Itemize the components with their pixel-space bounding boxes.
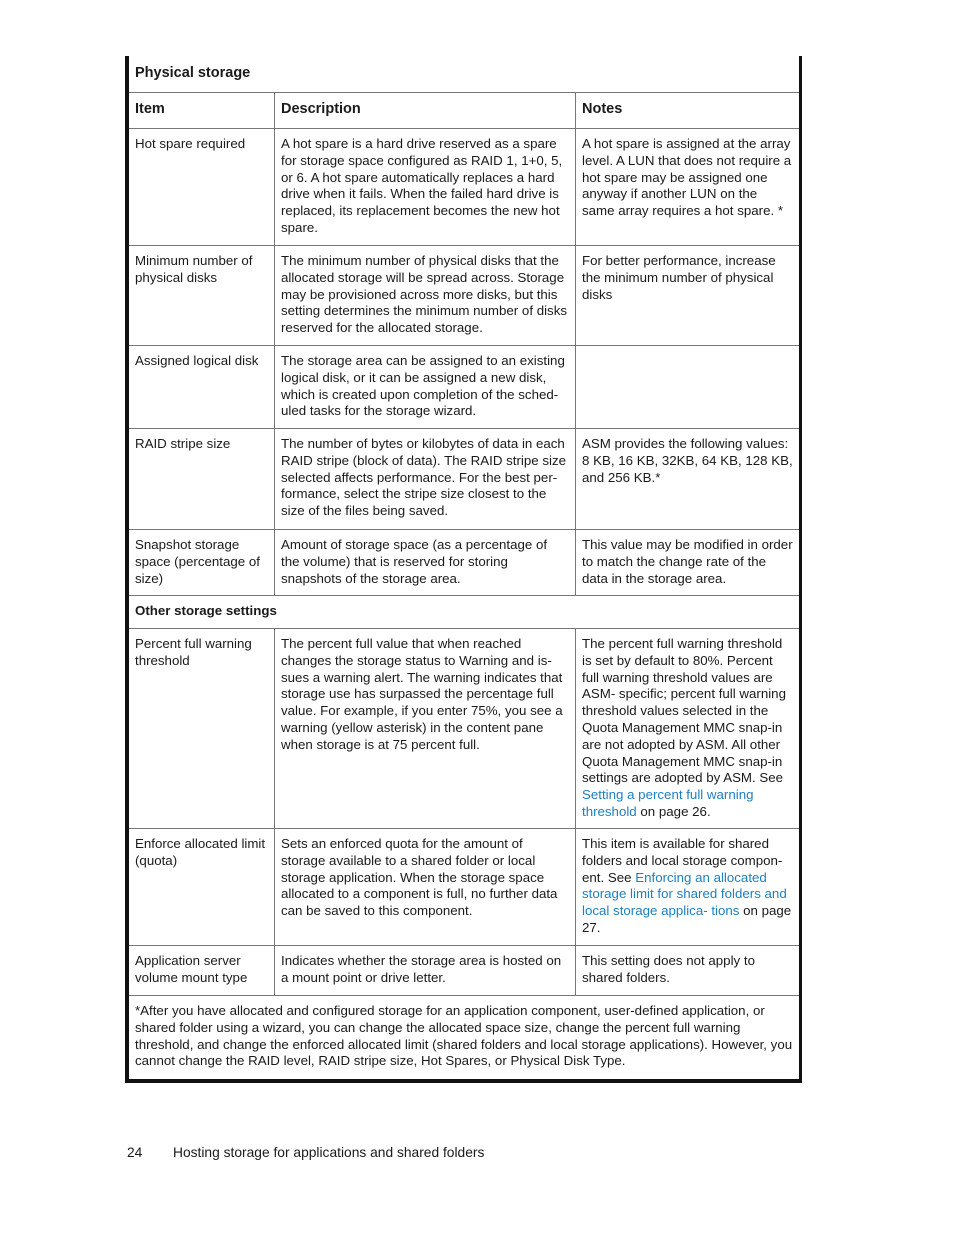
physical-storage-table <box>125 56 802 1083</box>
row-description: The percent full value that when reached changes the storage status to Warning and is- sues a warning alert. The warning indicates that storage use has surpassed the percentage full value. For example, if you enter 75%, you see a warning (yellow asterisk) in the content pane when storage is at 75 percent full. <box>275 629 576 828</box>
table-title: Physical storage <box>135 65 251 81</box>
row-notes: ASM provides the following values: 8 KB, 16 KB, 32KB, 64 KB, 128 KB, and 256 KB.* <box>582 436 793 485</box>
table-row <box>129 628 799 828</box>
row-description: The storage area can be assigned to an existing logical disk, or it can be assigned a new disk, which is created upon completion of the sched- uled tasks for the storage wizard. <box>275 346 576 428</box>
page-footer <box>127 1145 484 1160</box>
row-notes: A hot spare is assigned at the array level. A LUN that does not require a hot spare may be assigned one anyway if another LUN on the same array requires a hot spare. * <box>582 136 792 219</box>
notes-text: This setting does not apply to shared folders. <box>582 953 755 985</box>
footnote-row <box>129 995 799 1079</box>
row-description: The minimum number of physical disks that the allocated storage will be spread across. Storage may be provisioned across more disks, but this setting determines the minimum number of disks reserved for the allocated storage. <box>275 246 576 345</box>
row-notes <box>576 346 799 428</box>
row-description: Indicates whether the storage area is hosted on a mount point or drive letter. <box>275 946 576 995</box>
table-row <box>129 945 799 995</box>
enforcing-storage-limit-link[interactable]: Enforcing an allocated storage limit for shared folders and local storage applica- tions <box>582 869 787 919</box>
header-description: Description <box>275 93 576 128</box>
row-notes: This value may be modified in order to match the change rate of the data in the storage area. <box>582 537 793 586</box>
table-row <box>129 345 799 428</box>
row-item: Assigned logical disk <box>129 346 275 428</box>
table-title-row <box>129 56 799 92</box>
header-item: Item <box>129 93 275 128</box>
table-header-row <box>129 92 799 128</box>
row-description: Amount of storage space (as a percentage of the volume) that is reserved for storing snapshots of the storage area. <box>275 530 576 595</box>
table-row <box>129 529 799 595</box>
notes-text: This item is available for shared folders and local storage compon- ent. See <box>582 836 783 885</box>
header-notes: Notes <box>582 101 623 117</box>
table-row <box>129 245 799 345</box>
row-item: Enforce allocated limit (quota) <box>129 829 275 945</box>
other-settings-title-row <box>129 595 799 628</box>
notes-page-ref: on page 27. <box>582 903 792 935</box>
table-row <box>129 428 799 529</box>
row-notes <box>576 829 799 945</box>
row-description: Sets an enforced quota for the amount of storage available to a shared folder or local storage application. When the storage space allocated to a component is full, no further data can be saved to this component. <box>275 829 576 945</box>
row-notes <box>576 946 799 995</box>
row-item: Minimum number of physical disks <box>129 246 275 345</box>
row-description: A hot spare is a hard drive reserved as a spare for storage space configured as RAID 1, 1+0, 5, or 6. A hot spare automatically replaces a hard drive when it fails. When the failed hard drive is replaced, its replacement becomes the new hot spare. <box>275 129 576 245</box>
row-item: Percent full warning threshold <box>129 629 275 828</box>
table-footnote: *After you have allocated and configured storage for an application component, user-defined application, or shared folder using a wizard, you can change the allocated space size, change the percent full warning threshold, and change the enforced allocated limit (shared folders and local storage applications). However, you cannot change the RAID level, RAID stripe size, Hot Spares, or Physical Disk Type. <box>135 1003 793 1069</box>
page-number: 24 <box>127 1145 143 1160</box>
row-notes: For better performance, increase the minimum number of physical disks <box>582 253 776 302</box>
running-title: Hosting storage for applications and shared folders <box>173 1145 485 1160</box>
table-row <box>129 828 799 945</box>
row-item: Hot spare required <box>129 129 275 245</box>
row-item: RAID stripe size <box>129 429 275 529</box>
row-item: Application server volume mount type <box>129 946 275 995</box>
percent-full-warning-link[interactable]: Setting a percent full warning threshold <box>582 787 754 819</box>
other-settings-title: Other storage settings <box>135 603 277 618</box>
notes-text: The percent full warning threshold is set by default to 80%. Percent full warning threshold values are ASM- specific; percent full warning threshold values selected in the Quota Management MMC snap-in are not adopted by ASM. All other Quota Management MMC snap-in settings are adopted by ASM. See <box>582 636 786 786</box>
row-notes <box>576 629 799 828</box>
notes-page-ref: on page 26. <box>636 803 711 819</box>
table-row <box>129 128 799 245</box>
row-item: Snapshot storage space (percentage of size) <box>129 530 275 595</box>
row-description: The number of bytes or kilobytes of data in each RAID stripe (block of data). The RAID stripe size selected affects performance. For the best per- formance, select the stripe size closest to the size of the files being saved. <box>275 429 576 529</box>
